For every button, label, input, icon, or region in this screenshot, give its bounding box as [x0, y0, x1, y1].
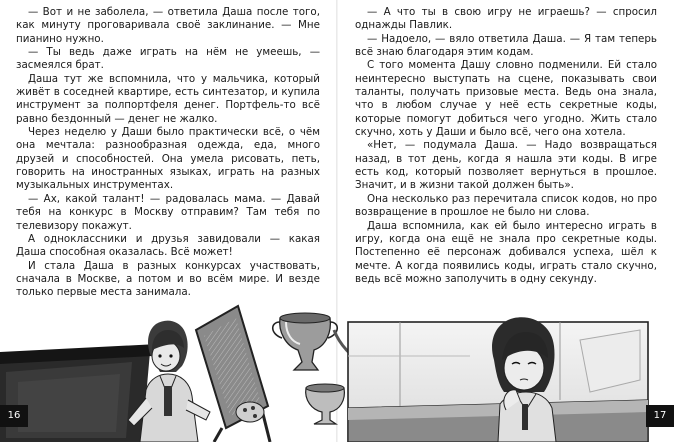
page-number-left: 16 — [0, 405, 28, 427]
bored-girl-drawing — [492, 317, 556, 442]
paragraph: Она несколько раз перечитала список кодов, но про возвращение в прошлое не было ни слова. — [355, 192, 657, 219]
paragraph: «Нет, — подумала Даша. — Надо возвращаться назад, в тот день, когда я нашла эти коды. В игре есть код, который позволяет вернуться в прошлое. Значит, и в жизни такой должен быть». — [355, 139, 657, 192]
paragraph: Даша вспомнила, как ей было интересно играть в игру, когда она ещё не знала про секретные коды. Постепенно её персонаж добивался успеха, шёл к мечте. А когда появились коды, играть стало скучно, ведь всё можно заполучить в одну секунду. — [355, 219, 657, 285]
easel-drawing — [196, 306, 270, 442]
page-number-right: 17 — [646, 405, 674, 427]
paragraph: Даша тут же вспомнила, что у мальчика, который живёт в соседней квартире, есть синтезатор, и купила инструмент за полпортфеля денег. Портфель-то всё равно бездонный — денег не жалко. — [16, 72, 320, 125]
paragraph: С того момента Дашу словно подменили. Ей стало неинтересно выступать на сцене, показывать свои таланты, получать призовые места. Ведь она знала, что в любом случае у неё есть секретные коды, которые помогут добиться чего угодно. Жить стало скучно, хоть у Даши и было всё, чего она хотела. — [355, 59, 657, 139]
paragraph: — Ах, какой талант! — радовалась мама. — Давай тебя на конкурс в Москву отправим? Там тебя по телевизору покажут. — [16, 192, 320, 232]
trophy-drawing — [273, 313, 338, 370]
monitor-drawing — [0, 344, 158, 442]
paragraph: — Ты ведь даже играть на нём не умеешь, — засмеялся брат. — [16, 46, 320, 72]
paragraph: А одноклассники и друзья завидовали — какая Даша способная оказалась. Всё может! — [16, 232, 320, 259]
paragraph: — Вот и не заболела, — ответила Даша после того, как минуту проговаривала своё заклинание. — Мне пианино нужно. — [16, 6, 320, 45]
trophy-small-drawing — [306, 384, 345, 424]
paragraph: Через неделю у Даши было практически всё, о чём она мечтала: разнообразная одежда, еда, много друзей и способностей. Она умела рисовать, петь, говорить на иностранных языках, играть на разных музыкальных инструментах. — [16, 126, 320, 192]
paragraph: — А что ты в свою игру не играешь? — спросил однажды Павлик. — [355, 6, 657, 32]
paragraph: И стала Даша в разных конкурсах участвовать, сначала в Москве, а потом и во всём мире. И везде только первые места занимала. — [16, 259, 320, 299]
paragraph: — Надоело, — вяло ответила Даша. — Я там теперь всё знаю благодаря этим кодам. — [355, 32, 657, 59]
